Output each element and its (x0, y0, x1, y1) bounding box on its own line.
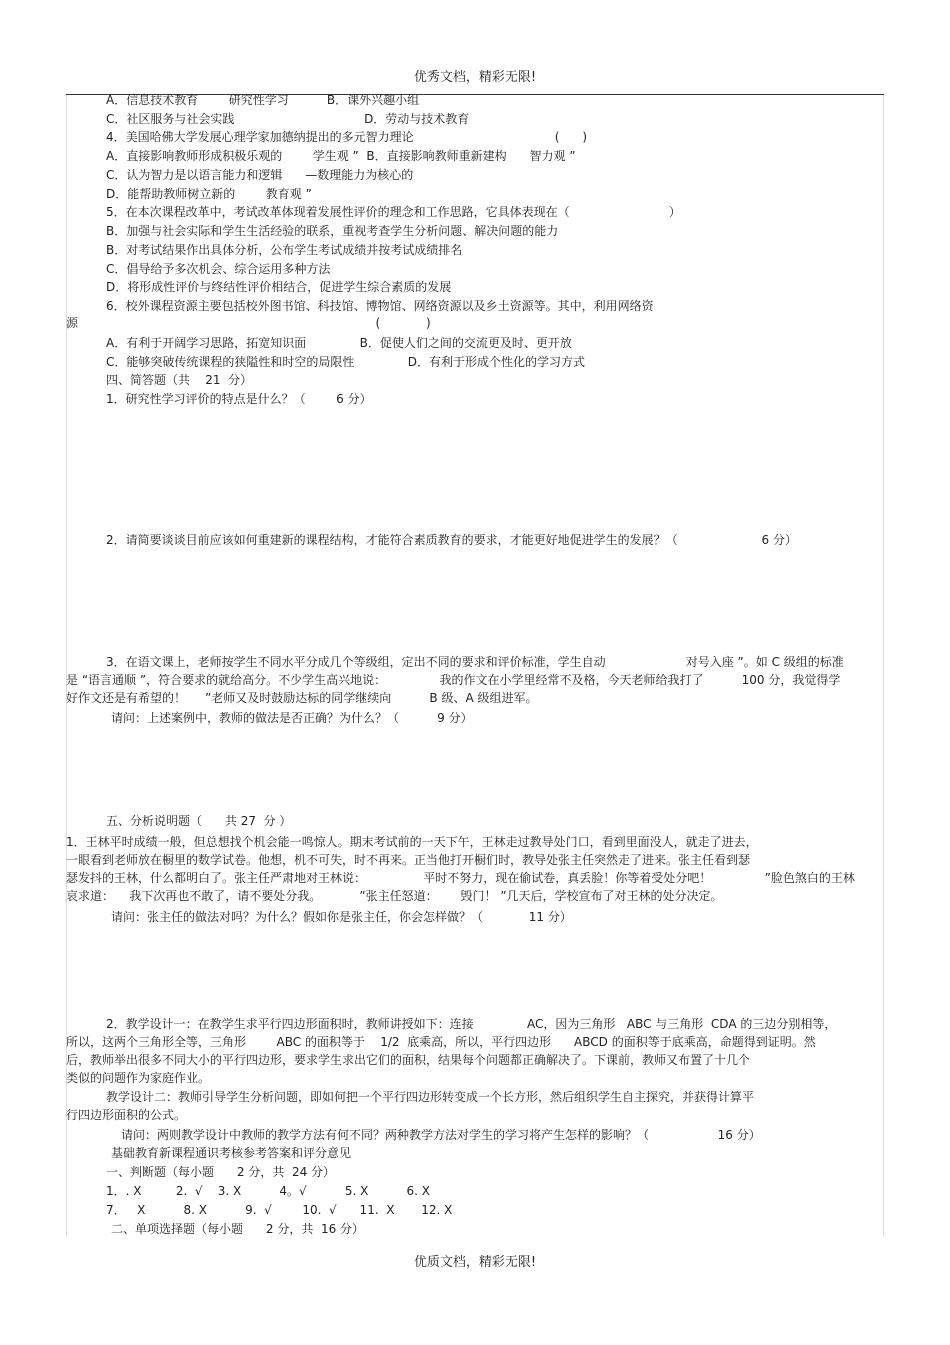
right-margin-line (883, 95, 884, 1237)
section-heading: 一、判断题（每小题 2 分，共 24 分） (106, 1165, 336, 1179)
text-line: C．社区服务与社会实践 D．劳动与技术教育 (106, 112, 470, 126)
text-line: 源 ( ) (66, 316, 431, 330)
text-line: 好作文还是有希望的！ ”老师又及时鼓励达标的同学继续向 B 级、A 级组进军。 (66, 691, 538, 705)
text-line: A．信息技术教育 研究性学习 B．课外兴趣小组 (106, 93, 420, 107)
text-line: 行四边形面积的公式。 (66, 1108, 187, 1122)
text-line: 一眼看到老师放在橱里的数学试卷。他想，机不可失，时不再来。正当他打开橱们时，教导处张主任突然走了进来。张主任看到瑟 (66, 853, 751, 867)
text-line: D．将形成性评价与终结性评价相结合，促进学生综合素质的发展 (106, 280, 452, 294)
text-line: 4．美国哈佛大学发展心理学家加德纳提出的多元智力理论 ( ) (106, 130, 588, 144)
text-line: 5．在本次课程改革中，考试改革体现着发展性评价的理念和工作思路，它具体表现在（ ） (106, 205, 681, 219)
text-line: D．能帮助教师树立新的 教育观 ” (106, 187, 312, 201)
text-line: C．倡导给予多次机会、综合运用多种方法 (106, 262, 331, 276)
text-line: 类似的问题作为家庭作业。 (66, 1071, 211, 1085)
answer-row: 1．. X 2. √ 3. X 4。√ 5. X 6. X (106, 1184, 430, 1198)
text-line: C．能够突破传统课程的狭隘性和时空的局限性 D．有利于形成个性化的学习方式 (106, 355, 586, 369)
text-line: 请问：两则教学设计中教师的教学方法有何不同？两种教学方法对学生的学习将产生怎样的影响？（ 16 分） (121, 1128, 761, 1142)
text-line: 哀求道： 我下次再也不敢了，请不要处分我。 ”张主任怒道： 毁门！ ”几天后，学校宣布了对王林的处分决定。 (66, 889, 723, 903)
answer-row: 7． X 8. X 9. √ 10. √ 11. X 12. X (106, 1203, 453, 1217)
text-line: 所以，这两个三角形全等，三角形 ABC 的面积等于 1/2 底乘高，所以，平行四边形 ABCD 的面积等于底乘高，命题得到证明。然 (66, 1035, 816, 1049)
answer-title: 基础教育新课程通识考核参考答案和评分意见 (111, 1146, 352, 1160)
text-line: B．加强与社会实际和学生生活经验的联系，重视考查学生分析问题、解决问题的能力 (106, 224, 559, 238)
text-line: 后，教师举出很多不同大小的平行四边形，要求学生求出它们的面积，结果每个问题都正确解决了。下课前，教师又布置了十几个 (66, 1053, 751, 1067)
text-line: A．直接影响教师形成积极乐观的 学生观 ” B．直接影响教师重新建构 智力观 ” (106, 149, 576, 163)
question: 3．在语文课上，老师按学生不同水平分成几个等级组，定出不同的要求和评价标准，学生自动 对号入座 ”。如 C 级组的标准 (106, 655, 844, 669)
section-heading: 四、简答题（共 21 分） (106, 373, 253, 387)
text-line: 6．校外课程资源主要包括校外图书馆、科技馆、博物馆、网络资源以及乡土资源等。其中，利用网络资 (106, 299, 654, 313)
page-header: 优秀文档，精彩无限! (413, 70, 537, 85)
question: 2．教学设计一：在教学生求平行四边形面积时，教师讲授如下：连接 AC，因为三角形 ABC 与三角形 CDA 的三边分别相等， (106, 1017, 837, 1031)
text-line: 教学设计二：教师引导学生分析问题，即如何把一个平行四边形转变成一个长方形，然后组织学生自主探究，并获得计算平 (106, 1090, 755, 1104)
question: 1．研究性学习评价的特点是什么？（ 6 分） (106, 392, 372, 406)
text-line: C．认为智力是以语言能力和逻辑 —数理能力为核心的 (106, 168, 414, 182)
question: 2．请简要谈谈目前应该如何重建新的课程结构，才能符合素质教育的要求，才能更好地促进学生的发展？（ 6 分） (106, 533, 798, 547)
text-line: 是 “语言通顺 ”，符合要求的就给高分。不少学生高兴地说： 我的作文在小学里经常不及格，今天老师给我打了 100 分，我觉得学 (66, 673, 841, 687)
text-line: 请问：张主任的做法对吗？为什么？假如你是张主任，你会怎样做？（ 11 分） (111, 910, 572, 924)
section-heading: 五、分析说明题（ 共 27 分 ） (106, 814, 292, 828)
text-line: 请问：上述案例中，教师的做法是否正确？为什么？（ 9 分） (111, 711, 473, 725)
text-line: B．对考试结果作出具体分析，公布学生考试成绩并按考试成绩排名 (106, 243, 463, 257)
text-line: A．有利于开阔学习思路，拓宽知识面 B．促使人们之间的交流更及时、更开放 (106, 336, 572, 350)
section-heading: 二、单项选择题（每小题 2 分，共 16 分） (111, 1222, 365, 1236)
text-line: 瑟发抖的王林，什么都明白了。张主任严肃地对王林说： 平时不努力，现在偷试卷，真丢脸！你等着受处分吧！ ”脸色煞白的王林 (66, 871, 855, 885)
question: 1．王林平时成绩一般，但总想找个机会能一鸣惊人。期末考试前的一天下午，王林走过教导处门口，看到里面没人，就走了进去， (66, 835, 758, 849)
page-footer: 优质文档，精彩无限! (413, 1255, 537, 1270)
